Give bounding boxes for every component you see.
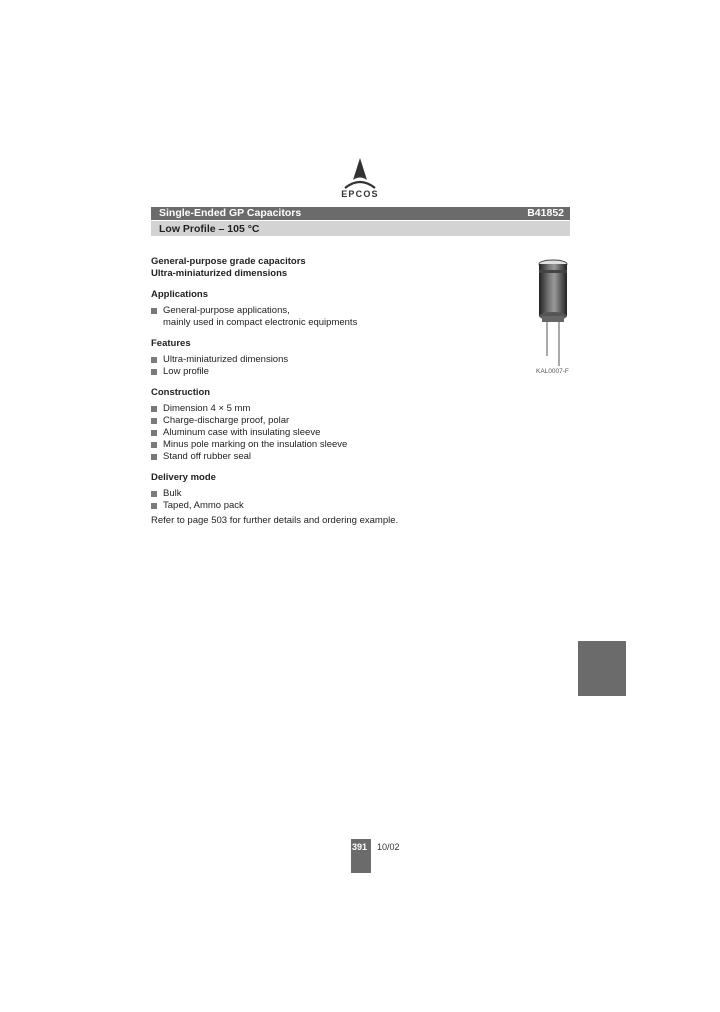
list-item: Ultra-miniaturized dimensions bbox=[151, 354, 521, 366]
list-item: Charge-discharge proof, polar bbox=[151, 415, 521, 427]
applications-heading: Applications bbox=[151, 289, 209, 300]
list-item-continuation: mainly used in compact electronic equipments bbox=[163, 317, 358, 328]
intro-line-1: General-purpose grade capacitors bbox=[151, 256, 306, 267]
list-item: Bulk bbox=[151, 488, 521, 500]
delivery-heading: Delivery mode bbox=[151, 472, 216, 483]
delivery-section bbox=[151, 472, 521, 512]
list-item: Low profile bbox=[151, 366, 521, 378]
features-heading: Features bbox=[151, 338, 191, 349]
page-subtitle: Low Profile – 105 °C bbox=[159, 223, 260, 235]
page-title: Single-Ended GP Capacitors bbox=[159, 207, 302, 219]
construction-heading: Construction bbox=[151, 387, 211, 398]
applications-section bbox=[151, 289, 521, 329]
features-section bbox=[151, 338, 521, 378]
list-item: Aluminum case with insulating sleeve bbox=[151, 427, 521, 439]
figure-label: KAL0007-F bbox=[536, 368, 569, 375]
part-number: B41852 bbox=[527, 207, 564, 219]
main-content bbox=[151, 256, 521, 527]
construction-section bbox=[151, 387, 521, 463]
intro-line-2: Ultra-miniaturized dimensions bbox=[151, 268, 288, 279]
subtitle-bar bbox=[151, 221, 570, 236]
list-item: Dimension 4 × 5 mm bbox=[151, 403, 521, 415]
capacitor-image bbox=[533, 256, 573, 366]
brand-name: EPCOS bbox=[341, 189, 379, 199]
page-date: 10/02 bbox=[377, 842, 400, 852]
reference-note: Refer to page 503 for further details and ordering example. bbox=[151, 515, 399, 526]
list-item: Stand off rubber seal bbox=[151, 451, 521, 463]
page-number: 391 bbox=[352, 842, 368, 852]
list-item: Taped, Ammo pack bbox=[151, 500, 521, 512]
section-tab bbox=[578, 641, 626, 696]
list-item: Minus pole marking on the insulation sleeve bbox=[151, 439, 521, 451]
title-bar bbox=[151, 207, 570, 220]
list-item: General-purpose applications, bbox=[151, 305, 521, 317]
